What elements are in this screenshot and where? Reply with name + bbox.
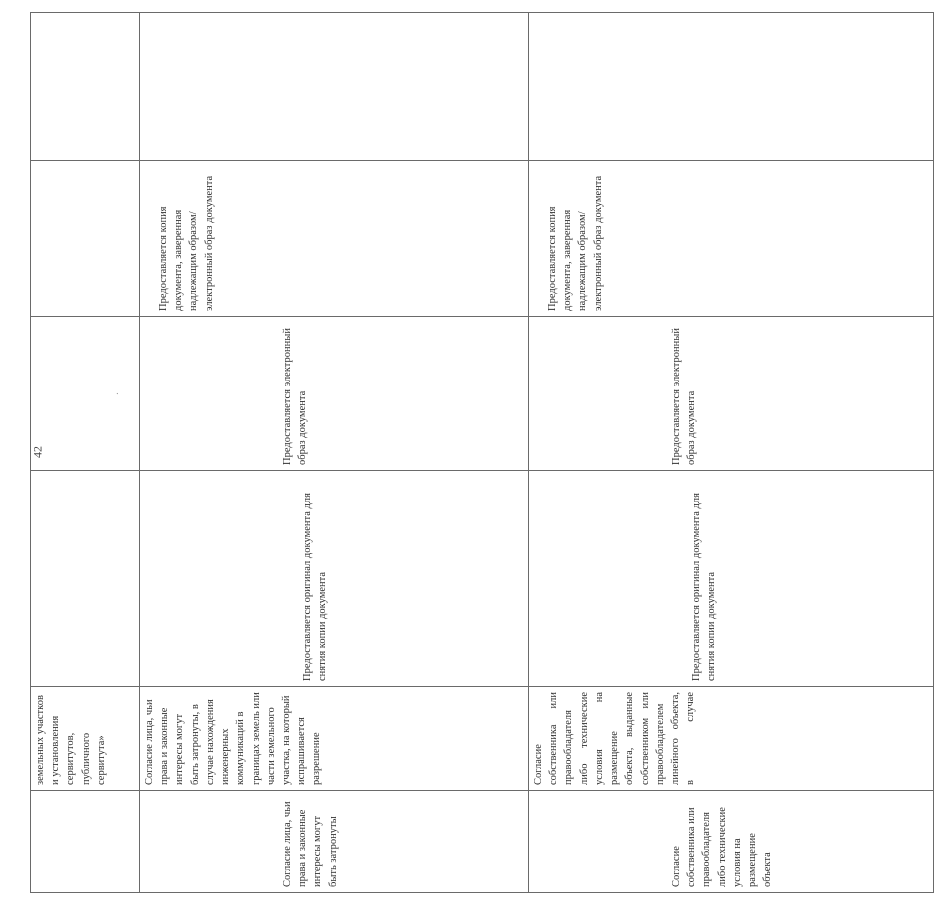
table-cell-electronic-requirement: [31, 316, 140, 470]
documents-table: [30, 12, 934, 893]
table-cell-document-name: [31, 790, 140, 892]
table-cell-extra: [140, 12, 529, 160]
rotated-document-table: [30, 13, 774, 893]
table-row: [529, 12, 934, 892]
table-cell-document-name: Согласие лица, чьи права и законные интересы могут быть затронуты: [140, 790, 529, 892]
table-cell-document-description: Согласие лица, чьи права и законные интересы могут быть затронуты, в случае нахождения инженерных коммуникаций в границах земель или части земельного участка, на который испрашивается разрешение: [140, 686, 529, 790]
table-cell-electronic-requirement: Предоставляется электронный образ документа: [529, 316, 934, 470]
page-number: 42: [30, 446, 45, 458]
stray-mark: ·: [113, 391, 124, 395]
table-cell-in-person-requirement: [31, 470, 140, 686]
table-cell-in-person-requirement: Предоставляется оригинал документа для снятия копии документа: [529, 470, 934, 686]
table-cell-electronic-requirement: Предоставляется электронный образ документа: [140, 316, 529, 470]
table-cell-document-name: Согласие собственника или правообладателя либо технические условия на размещение объекта: [529, 790, 934, 892]
table-row: [140, 12, 529, 892]
table-cell-extra: [529, 12, 934, 160]
table-cell-extra: [31, 12, 140, 160]
table-cell-in-person-requirement: Предоставляется оригинал документа для снятия копии документа: [140, 470, 529, 686]
table-cell-mail-requirement: Предоставляется копия документа, заверенная надлежащим образом/электронный образ документа: [140, 160, 529, 316]
table-cell-document-description: земельных участков и установления сервитутов, публичного сервитута»: [31, 686, 140, 790]
table-cell-mail-requirement: [31, 160, 140, 316]
table-row: [31, 12, 140, 892]
table-cell-document-description: Согласие собственника или правообладателя либо технические условия на размещение объекта, выданные собственником или правообладателем линейного объекта, в случае: [529, 686, 934, 790]
table-cell-mail-requirement: Предоставляется копия документа, заверенная надлежащим образом/электронный образ документа: [529, 160, 934, 316]
